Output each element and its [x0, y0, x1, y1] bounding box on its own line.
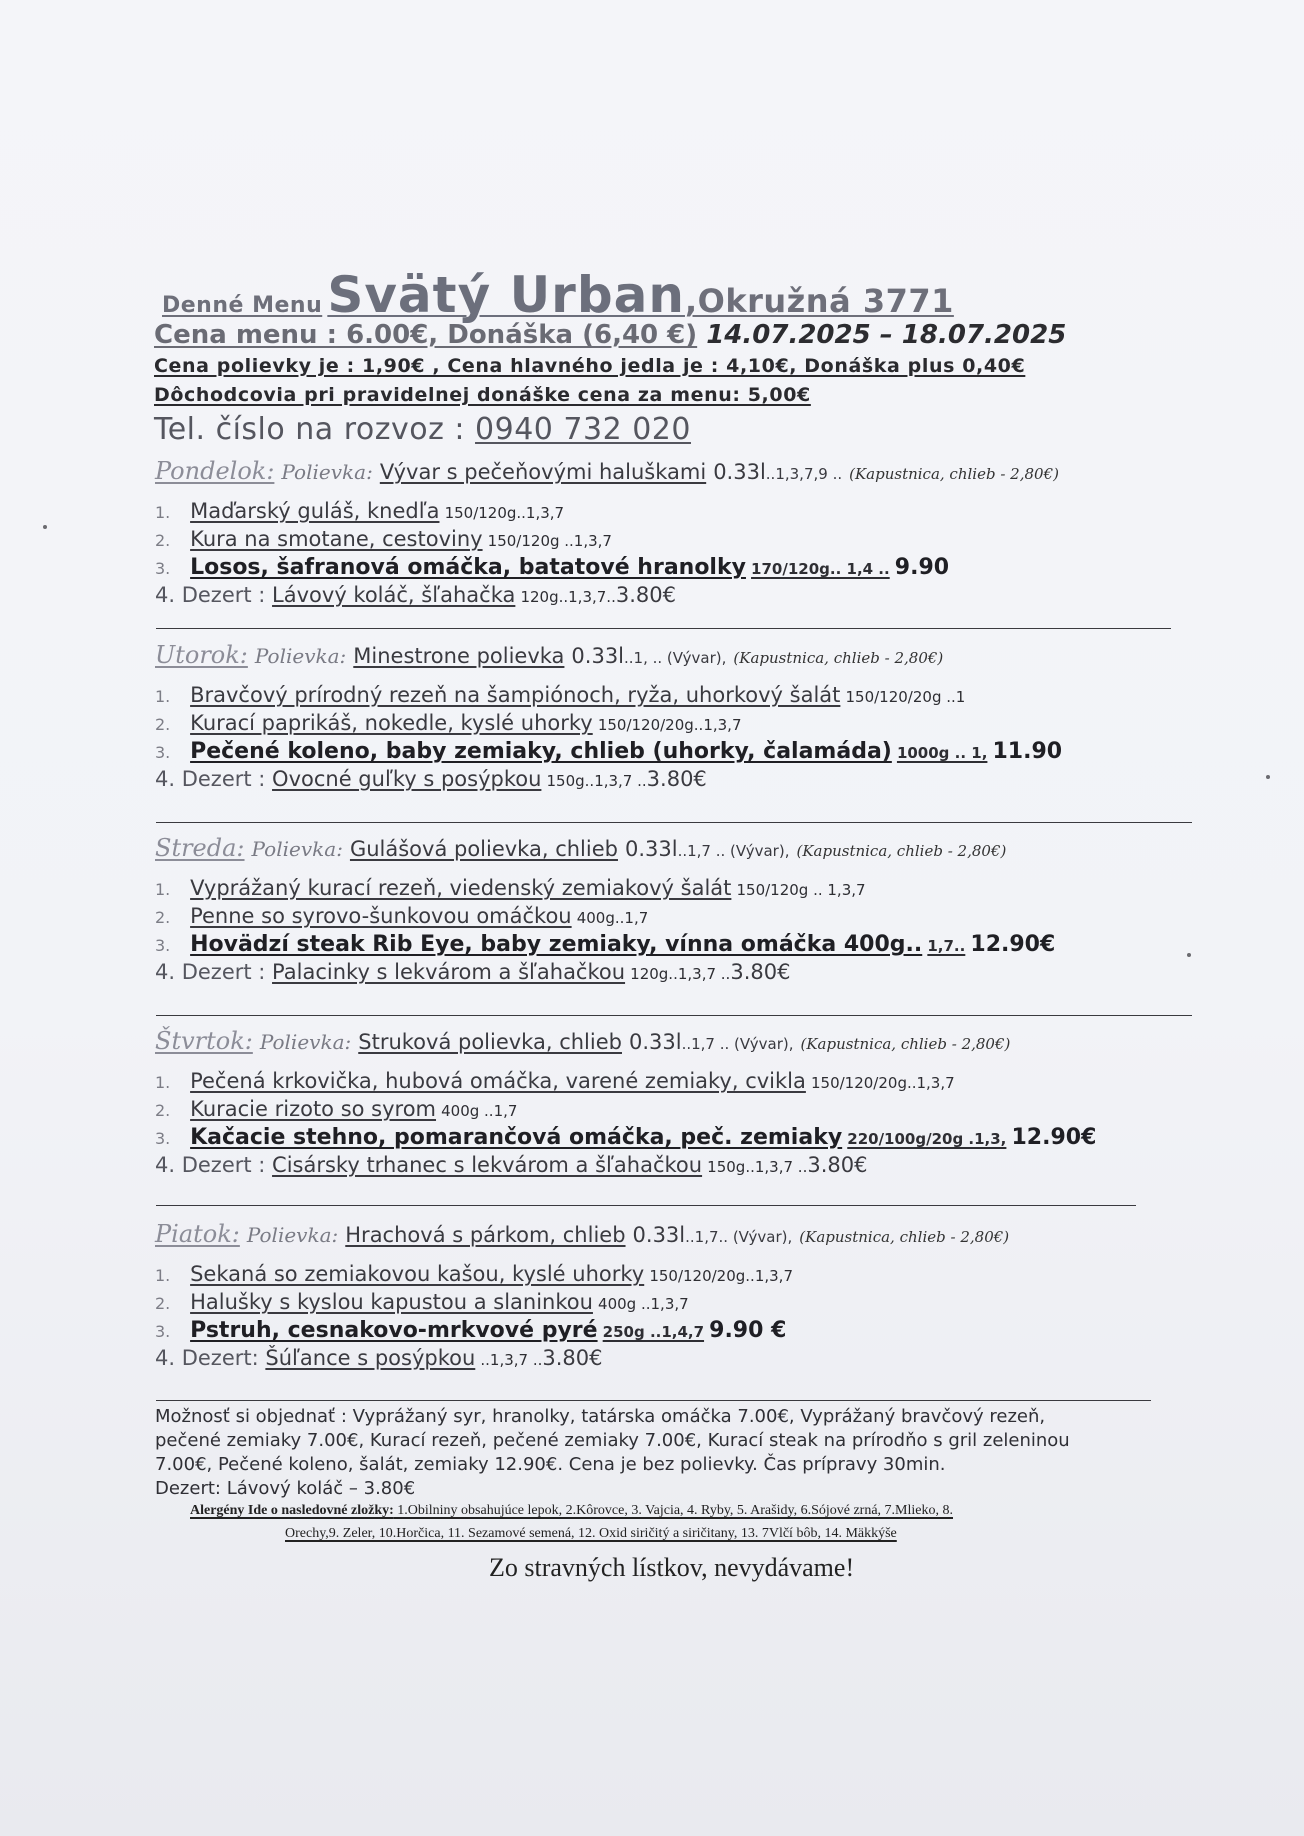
phone-number: 0940 732 020 [475, 412, 691, 447]
item-number: 3. [155, 1322, 171, 1341]
menu-dates: 14.07.2025 – 18.07.2025 [706, 320, 1067, 350]
allergens-text-1: 1.Obilniny obsahujúce lepok, 2.Kôrovce, 3. Vajcia, 4. Ryby, 5. Arašidy, 6.Sójové zrná, 7.Mlieko, 8. [393, 1503, 953, 1518]
soup-amount: 0.33l [624, 837, 678, 861]
dessert-line [155, 583, 676, 607]
dessert-name: Lávový koláč, šľahačka [272, 583, 516, 607]
day-soup-line [155, 641, 943, 669]
dessert-name: Cisársky trhanec s lekvárom a šľahačkou [272, 1153, 703, 1177]
soup-amount: 0.33l [632, 1223, 686, 1247]
options-line-3: 7.00€, Pečené koleno, šalát, zemiaky 12.90€. Cena je bez polievky. Čas prípravy 30min. [155, 1454, 946, 1475]
soup-amount: 0.33l [571, 644, 625, 668]
dessert-name: Šúľance s posýpkou [265, 1346, 476, 1370]
dessert-detail: ..1,3,7 .. [480, 1351, 543, 1369]
menu-item [155, 683, 965, 708]
item-name: Losos, šafranová omáčka, batatové hranolky [190, 555, 746, 580]
phone-label: Tel. číslo na rozvoz : [154, 412, 476, 447]
dessert-label: 4. Dezert : [155, 583, 273, 607]
dessert-line [155, 960, 790, 984]
item-number: 2. [155, 1294, 171, 1313]
item-number: 3. [155, 743, 171, 762]
menu-item [155, 932, 1055, 957]
day-name: Štvrtok: [155, 1027, 253, 1055]
item-detail: 400g ..1,3,7 [598, 1295, 689, 1313]
item-detail: 1,7.. [927, 937, 966, 955]
soup-name: Minestrone polievka [353, 644, 565, 668]
item-number: 1. [155, 687, 171, 706]
soup-label: Polievka: [281, 460, 373, 484]
dessert-detail: 150g..1,3,7 .. [707, 1158, 808, 1176]
dessert-label: 4. Dezert : [155, 1153, 273, 1177]
item-price: 11.90 [992, 739, 1063, 764]
scan-speck [1266, 775, 1270, 779]
soup-note: (Kapustnica, chlieb - 2,80€) [849, 465, 1059, 483]
item-price: 12.90€ [1011, 1125, 1097, 1150]
item-detail: 170/120g.. 1,4 .. [751, 560, 890, 578]
seniors-price: Dôchodcovia pri pravidelnej donáške cena za menu: 5,00€ [154, 384, 811, 406]
item-name: Pstruh, cesnakovo-mrkvové pyré [190, 1318, 598, 1343]
soup-label: Polievka: [251, 837, 343, 861]
menu-item [155, 1318, 786, 1343]
item-name: Pečená krkovička, hubová omáčka, varené zemiaky, cvikla [190, 1069, 806, 1093]
denne-menu-label: Denné Menu [162, 293, 323, 318]
item-detail: 220/100g/20g .1,3, [847, 1130, 1007, 1148]
delivery-phone [154, 412, 691, 447]
soup-label: Polievka: [259, 1030, 352, 1054]
allergens-line-2: Orechy,9. Zeler, 10.Horčica, 11. Sezamové semená, 12. Oxid siričitý a siričitany, 13. 7Vlčí bôb, 14. Mäkkýše [285, 1526, 897, 1541]
menu-item [155, 555, 949, 580]
day-separator [156, 1400, 1151, 1401]
item-detail: 150/120g .. 1,3,7 [736, 881, 866, 899]
item-name: Kurací paprikáš, nokedle, kyslé uhorky [190, 711, 593, 735]
soup-allergens: ..1,7.. (Vývar), [685, 1228, 793, 1246]
item-number: 2. [155, 531, 171, 550]
scan-speck [43, 525, 47, 529]
menu-item [155, 527, 612, 552]
item-name: Bravčový prírodný rezeň na šampiónoch, ryža, uhorkový šalát [190, 683, 841, 707]
soup-note: (Kapustnica, chlieb - 2,80€) [799, 1228, 1010, 1246]
soup-allergens: ..1,7 .. (Vývar), [677, 842, 790, 860]
item-number: 1. [155, 1073, 171, 1092]
item-detail: 150/120/20g..1,3,7 [649, 1267, 793, 1285]
day-separator [156, 628, 1171, 629]
day-name: Piatok: [155, 1220, 240, 1248]
item-name: Kuracie rizoto so syrom [190, 1097, 437, 1121]
item-name: Halušky s kyslou kapustou a slaninkou [190, 1290, 593, 1314]
day-soup-line [155, 834, 1006, 862]
soup-note: (Kapustnica, chlieb - 2,80€) [800, 1035, 1011, 1053]
soup-label: Polievka: [254, 644, 347, 668]
day-name: Utorok: [155, 641, 248, 669]
dessert-label: 4. Dezert : [155, 767, 273, 791]
item-detail: 150/120g..1,3,7 [444, 504, 565, 522]
dessert-line [155, 1346, 603, 1370]
item-name: Pečené koleno, baby zemiaky, chlieb (uhorky, čalamáda) [190, 739, 892, 764]
menu-item [155, 1262, 793, 1287]
dessert-price: 3.80€ [730, 960, 791, 984]
prices-detail: Cena polievky je : 1,90€ , Cena hlavného jedla je : 4,10€, Donáška plus 0,40€ [154, 355, 1026, 377]
soup-amount: 0.33l [628, 1030, 682, 1054]
dessert-detail: 120g..1,3,7 .. [630, 965, 731, 983]
price-line [154, 320, 1066, 350]
menu-item [155, 1069, 955, 1094]
dessert-detail: 120g..1,3,7.. [520, 588, 616, 606]
menu-item [155, 904, 648, 929]
item-name: Maďarský guláš, knedľa [190, 499, 440, 523]
allergens-label: Alergény Ide o nasledovné zložky: [190, 1503, 394, 1518]
header-title-line [162, 266, 954, 324]
menu-item [155, 1125, 1096, 1150]
scan-speck [1187, 953, 1191, 957]
dessert-name: Ovocné guľky s posýpkou [272, 767, 542, 791]
item-name: Vyprážaný kurací rezeň, viedenský zemiakový šalát [190, 876, 732, 900]
item-number: 1. [155, 880, 171, 899]
menu-item [155, 876, 866, 901]
item-number: 3. [155, 559, 171, 578]
item-detail: 150/120g ..1,3,7 [487, 532, 612, 550]
restaurant-name: Svätý Urban [327, 266, 685, 324]
menu-price: Cena menu : 6.00€, Donáška (6,40 €) [154, 320, 698, 350]
day-name: Streda: [155, 834, 245, 862]
dessert-name: Palacinky s lekvárom a šľahačkou [272, 960, 626, 984]
item-price: 12.90€ [970, 932, 1056, 957]
soup-label: Polievka: [246, 1223, 339, 1247]
menu-item [155, 1290, 689, 1315]
soup-name: Gulášová polievka, chlieb [349, 837, 618, 861]
day-separator [156, 822, 1192, 823]
item-name: Kura na smotane, cestoviny [190, 527, 483, 551]
soup-name: Struková polievka, chlieb [358, 1030, 622, 1054]
item-number: 3. [155, 1129, 171, 1148]
item-price: 9.90 € [709, 1318, 787, 1343]
soup-allergens: ..1, .. (Vývar), [624, 649, 727, 667]
dessert-price: 3.80€ [646, 767, 707, 791]
restaurant-address: ,Okružná 3771 [684, 282, 954, 320]
no-vouchers-notice: Zo stravných lístkov, nevydávame! [489, 1553, 855, 1582]
options-line-2: pečené zemiaky 7.00€, Kurací rezeň, pečené zemiaky 7.00€, Kurací steak na prírodňo s gril zeleninou [155, 1430, 1070, 1451]
dessert-line [155, 767, 707, 791]
menu-item [155, 499, 564, 524]
item-price: 9.90 [894, 555, 950, 580]
item-detail: 1000g .. 1, [896, 744, 988, 762]
item-detail: 250g ..1,4,7 [602, 1323, 705, 1341]
soup-allergens: ..1,7 .. (Vývar), [681, 1035, 794, 1053]
soup-name: Vývar s pečeňovými haluškami [379, 460, 707, 484]
day-soup-line [155, 457, 1059, 485]
soup-note: (Kapustnica, chlieb - 2,80€) [796, 842, 1007, 860]
item-detail: 150/120/20g..1,3,7 [810, 1074, 955, 1092]
item-number: 3. [155, 936, 171, 955]
menu-item [155, 739, 1062, 764]
dessert-label: 4. Dezert : [155, 960, 273, 984]
item-number: 2. [155, 1101, 171, 1120]
allergens-line-1 [190, 1503, 953, 1519]
options-line-4: Dezert: Lávový koláč – 3.80€ [155, 1478, 416, 1499]
item-detail: 150/120/20g..1,3,7 [597, 716, 742, 734]
day-name: Pondelok: [155, 457, 275, 485]
item-detail: 400g ..1,7 [441, 1102, 518, 1120]
dessert-price: 3.80€ [542, 1346, 603, 1370]
day-separator [156, 1205, 1136, 1206]
day-soup-line [155, 1220, 1009, 1248]
item-name: Penne so syrovo-šunkovou omáčkou [190, 904, 572, 928]
item-number: 2. [155, 715, 171, 734]
dessert-detail: 150g..1,3,7 .. [546, 772, 647, 790]
soup-amount: 0.33l [713, 460, 766, 484]
item-number: 1. [155, 1266, 171, 1285]
dessert-label: 4. Dezert: [155, 1346, 266, 1370]
soup-note: (Kapustnica, chlieb - 2,80€) [733, 649, 944, 667]
item-number: 2. [155, 908, 171, 927]
dessert-line [155, 1153, 867, 1177]
dessert-price: 3.80€ [807, 1153, 868, 1177]
menu-item [155, 1097, 517, 1122]
order-options [155, 1405, 1070, 1501]
item-number: 1. [155, 503, 171, 522]
item-name: Sekaná so zemiakovou kašou, kyslé uhorky [190, 1262, 645, 1286]
menu-item [155, 711, 742, 736]
day-separator [156, 1015, 1192, 1016]
item-detail: 150/120/20g ..1 [845, 688, 966, 706]
soup-allergens: ..1,3,7,9 .. [765, 465, 843, 483]
soup-name: Hrachová s párkom, chlieb [345, 1223, 626, 1247]
item-detail: 400g..1,7 [576, 909, 649, 927]
dessert-price: 3.80€ [615, 583, 676, 607]
day-soup-line [155, 1027, 1010, 1055]
item-name: Kačacie stehno, pomarančová omáčka, peč. zemiaky [190, 1125, 843, 1150]
options-line-1: Možnosť si objednať : Vyprážaný syr, hranolky, tatárska omáčka 7.00€, Vyprážaný bravčový rezeň, [155, 1406, 1046, 1427]
item-name: Hovädzí steak Rib Eye, baby zemiaky, vínna omáčka 400g.. [190, 932, 923, 957]
